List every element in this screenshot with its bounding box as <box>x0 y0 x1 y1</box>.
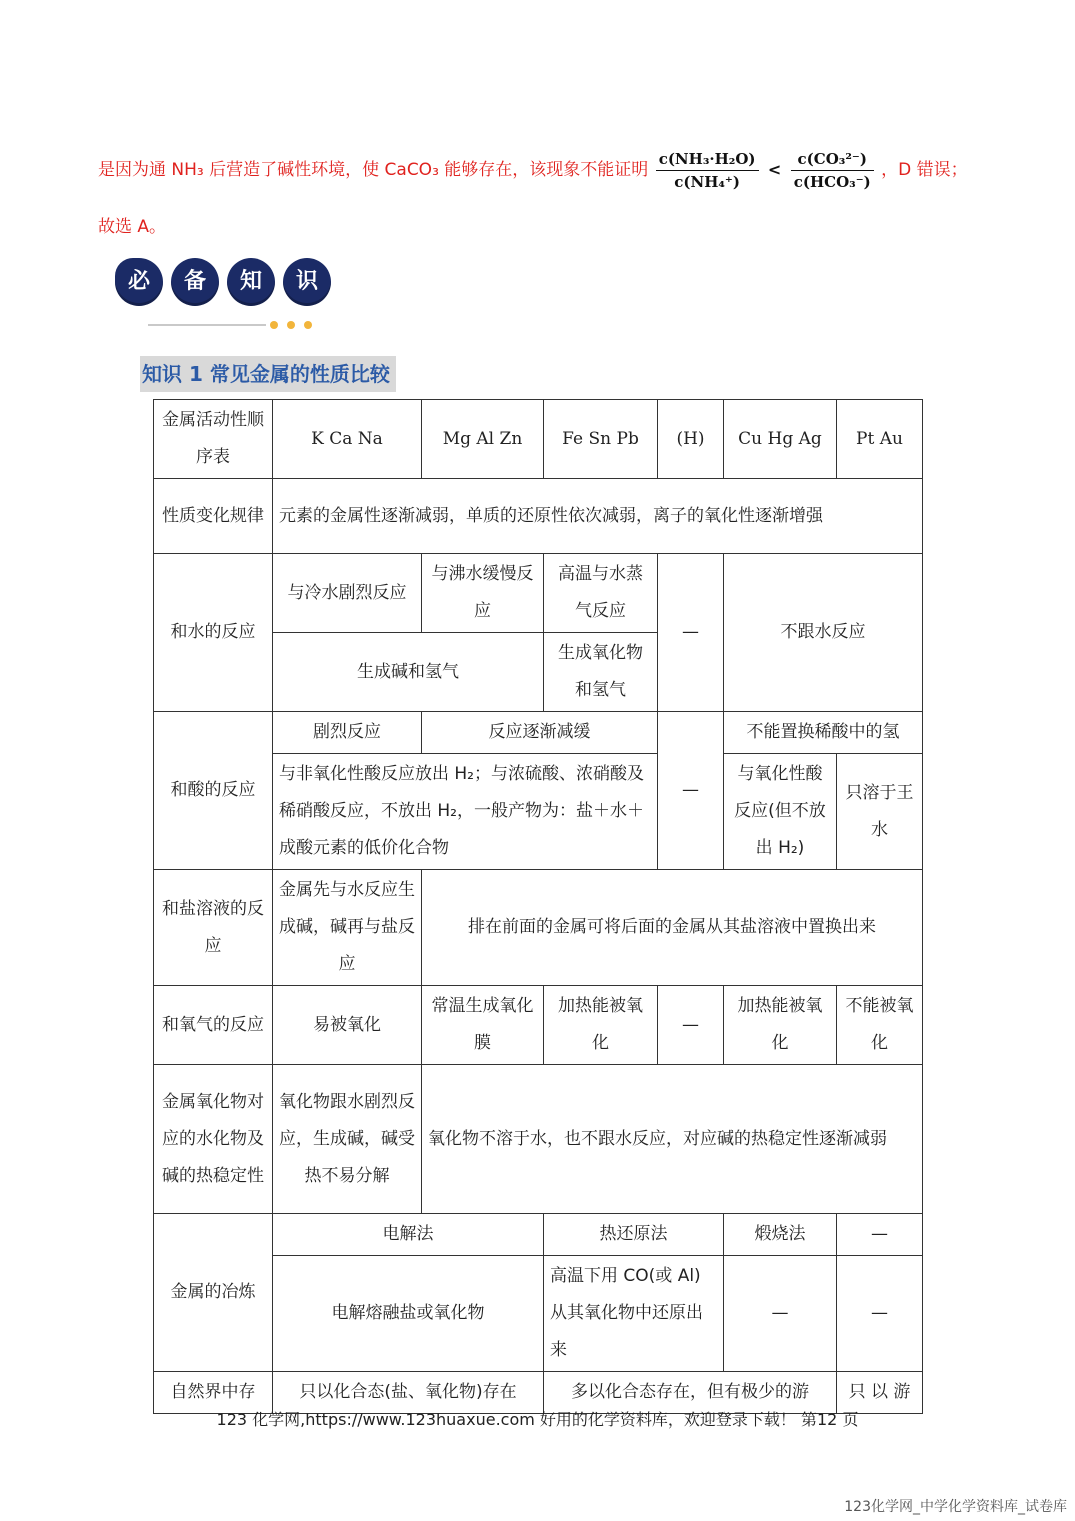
row-label-salt: 和盐溶液的反应 <box>154 870 273 986</box>
smelt-thermal-detail: 高温下用 CO(或 Al)从其氧化物中还原出来 <box>544 1256 724 1372</box>
row-label-acid: 和酸的反应 <box>154 712 273 870</box>
smelt-thermal: 热还原法 <box>544 1214 724 1256</box>
ratio-fraction-1 <box>656 148 759 193</box>
oxygen-film: 常温生成氧化膜 <box>422 986 544 1065</box>
activity-group: K Ca Na <box>273 400 422 479</box>
smelt-calcine: 煅烧法 <box>724 1214 837 1256</box>
intro-line <box>98 140 1018 200</box>
oxygen-h-dash: — <box>658 986 724 1065</box>
section-title: 知识 1 常见金属的性质比较 <box>140 356 396 392</box>
water-product-oxide: 生成氧化物和氢气 <box>544 633 658 712</box>
fraction-1-denominator: c(NH₄⁺) <box>674 172 740 191</box>
oxygen-cannot: 不能被氧化 <box>837 986 923 1065</box>
water-boil: 与沸水缓慢反应 <box>422 554 544 633</box>
oxide-first: 氧化物跟水剧烈反应，生成碱，碱受热不易分解 <box>273 1065 422 1214</box>
watermark: 123化学网_中学化学资料库_试卷库 <box>844 1499 1067 1515</box>
badge-char-4: 识 <box>283 258 331 306</box>
trend-text: 元素的金属性逐渐减弱，单质的还原性依次减弱，离子的氧化性逐渐增强 <box>273 479 923 554</box>
acid-detail: 与非氧化性酸反应放出 H₂；与浓硫酸、浓硝酸及稀硝酸反应，不放出 H₂，一般产物为：盐＋水＋成酸元素的低价化合物 <box>273 754 658 870</box>
oxygen-easy: 易被氧化 <box>273 986 422 1065</box>
water-cold: 与冷水剧烈反应 <box>273 554 422 633</box>
nature-free: 只 以 游 <box>837 1372 923 1414</box>
intro-text-after: ，D 错误； <box>881 160 968 180</box>
acid-aqua-regia: 只溶于王水 <box>837 754 923 870</box>
acid-violent: 剧烈反应 <box>273 712 422 754</box>
table-row <box>154 479 923 554</box>
activity-group: Fe Sn Pb <box>544 400 658 479</box>
acid-slow: 反应逐渐减缓 <box>422 712 658 754</box>
smelt-electrolysis-detail: 电解熔融盐或氧化物 <box>273 1256 544 1372</box>
table-row <box>154 1065 923 1214</box>
row-label-oxide: 金属氧化物对应的水化物及碱的热稳定性 <box>154 1065 273 1214</box>
oxygen-heat-2: 加热能被氧化 <box>724 986 837 1065</box>
acid-cannot: 不能置换稀酸中的氢 <box>724 712 923 754</box>
table-row <box>154 400 923 479</box>
fraction-2-numerator: c(CO₃²⁻) <box>791 148 874 171</box>
badge-char-3: 知 <box>227 258 275 306</box>
activity-group: Cu Hg Ag <box>724 400 837 479</box>
table-row <box>154 986 923 1065</box>
badge-dot <box>270 321 278 329</box>
intro-text-before: 是因为通 NH₃ 后营造了碱性环境，使 CaCO₃ 能够存在，该现象不能证明 <box>98 160 649 180</box>
table-row <box>154 554 923 633</box>
activity-group: Pt Au <box>837 400 923 479</box>
salt-first: 金属先与水反应生成碱，碱再与盐反应 <box>273 870 422 986</box>
row-label-oxygen: 和氧气的反应 <box>154 986 273 1065</box>
ratio-fraction-2 <box>791 148 874 193</box>
table-row <box>154 1214 923 1256</box>
smelt-dash: — <box>837 1214 923 1256</box>
water-h-dash: — <box>658 554 724 712</box>
badge-char-1: 必 <box>115 258 163 306</box>
row-label-trend: 性质变化规律 <box>154 479 273 554</box>
badge-char-2: 备 <box>171 258 219 306</box>
row-label-activity: 金属活动性顺序表 <box>154 400 273 479</box>
water-product-base: 生成碱和氢气 <box>273 633 544 712</box>
conclusion-text: 故选 A。 <box>98 217 167 237</box>
salt-rest: 排在前面的金属可将后面的金属从其盐溶液中置换出来 <box>422 870 923 986</box>
less-than-sign: < <box>767 160 782 179</box>
page-footer: 123 化学网,https://www.123huaxue.com 好用的化学资料库，欢迎登录下载！ 第12 页 <box>216 1410 859 1429</box>
oxide-rest: 氧化物不溶于水，也不跟水反应，对应碱的热稳定性逐渐减弱 <box>422 1065 923 1214</box>
badge-dot <box>304 321 312 329</box>
smelt-electrolysis: 电解法 <box>273 1214 544 1256</box>
smelt-dash: — <box>724 1256 837 1372</box>
table-row <box>154 870 923 986</box>
fraction-1-numerator: c(NH₃·H₂O) <box>656 148 759 171</box>
row-label-smelting: 金属的冶炼 <box>154 1214 273 1372</box>
acid-h-dash: — <box>658 712 724 870</box>
nature-compound: 只以化合态(盐、氧化物)存在 <box>273 1372 544 1414</box>
water-none: 不跟水反应 <box>724 554 923 712</box>
acid-oxidizing: 与氧化性酸反应(但不放出 H₂) <box>724 754 837 870</box>
row-label-nature: 自然界中存 <box>154 1372 273 1414</box>
oxygen-heat-1: 加热能被氧化 <box>544 986 658 1065</box>
row-label-water: 和水的反应 <box>154 554 273 712</box>
fraction-2-denominator: c(HCO₃⁻) <box>793 172 871 191</box>
activity-group: Mg Al Zn <box>422 400 544 479</box>
smelt-dash: — <box>837 1256 923 1372</box>
nature-mostly: 多以化合态存在，但有极少的游 <box>544 1372 837 1414</box>
metal-properties-table <box>153 399 923 1414</box>
badge-underline <box>148 324 266 326</box>
activity-group: (H) <box>658 400 724 479</box>
badge-dot <box>287 321 295 329</box>
table-row <box>154 712 923 754</box>
water-steam: 高温与水蒸气反应 <box>544 554 658 633</box>
